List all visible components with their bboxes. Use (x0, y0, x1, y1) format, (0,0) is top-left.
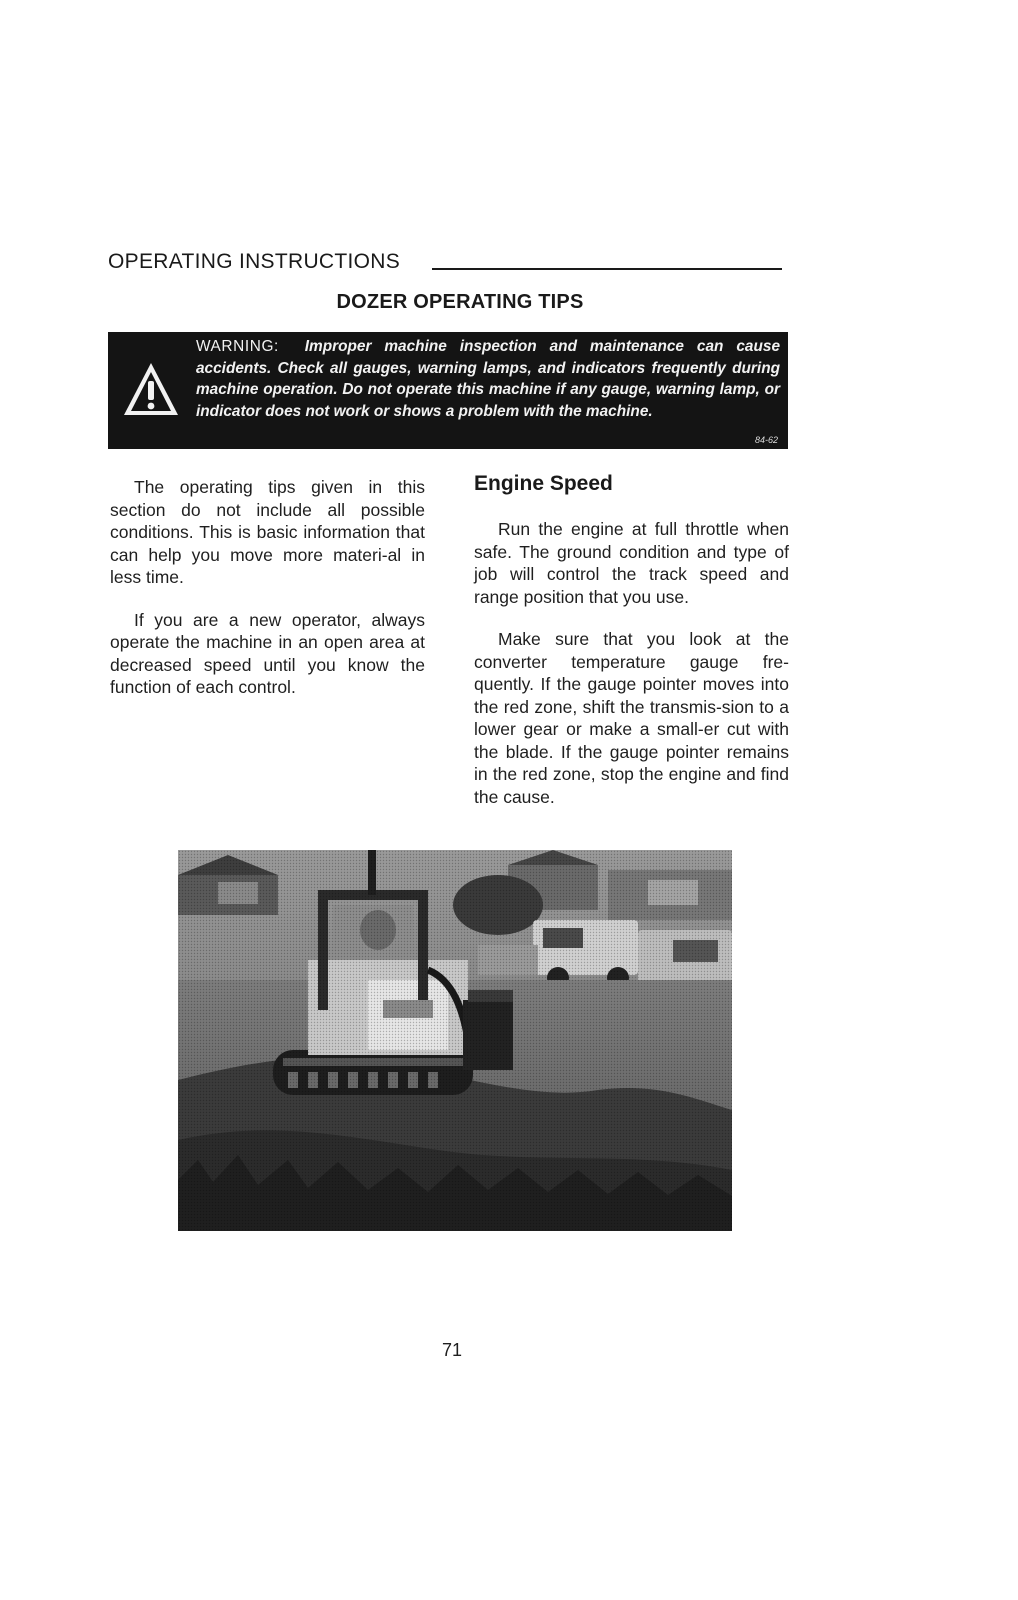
page-number: 71 (441, 1340, 463, 1360)
warning-text (196, 336, 780, 422)
converter-gauge-paragraph: Make sure that you look at the converter temperature gauge fre-quently. If the gauge pointer moves into the red zone, shift the transmis-sion to a lower gear or make a small-er cut with the blade. If the gauge pointer remains in the red zone, stop the engine and find the cause. (474, 629, 789, 807)
dozer-photo (178, 850, 732, 1231)
warning-body: Improper machine inspection and maintenance can cause accidents. Check all gauges, warning lamps, and indicators frequently during machine operation. Do not operate this machine if any gauge, warning lamp, or indicator does not work or shows a problem with the machine. (196, 338, 780, 420)
engine-speed-heading: Engine Speed (474, 472, 613, 495)
header-rule (432, 268, 782, 270)
intro-paragraph: The operating tips given in this section do not include all possible conditions. This is basic information that can help you move more materi-al in less time. (110, 477, 425, 587)
engine-throttle-paragraph: Run the engine at full throttle when safe. The ground condition and type of job will control the track speed and range position that you use. (474, 519, 789, 607)
page-title: DOZER OPERATING TIPS (336, 291, 584, 313)
warning-code: 84-62 (754, 435, 778, 445)
right-column (474, 518, 789, 828)
dozer-photo-illustration (178, 850, 732, 1231)
warning-triangle-icon (122, 360, 180, 418)
warning-label: WARNING: (196, 338, 279, 355)
new-operator-paragraph: If you are a new operator, always operate the machine in an open area at decreased speed until you know the function of each control. (110, 609, 425, 697)
section-header: OPERATING INSTRUCTIONS (108, 250, 401, 273)
left-column (110, 476, 425, 719)
warning-box (108, 332, 788, 449)
